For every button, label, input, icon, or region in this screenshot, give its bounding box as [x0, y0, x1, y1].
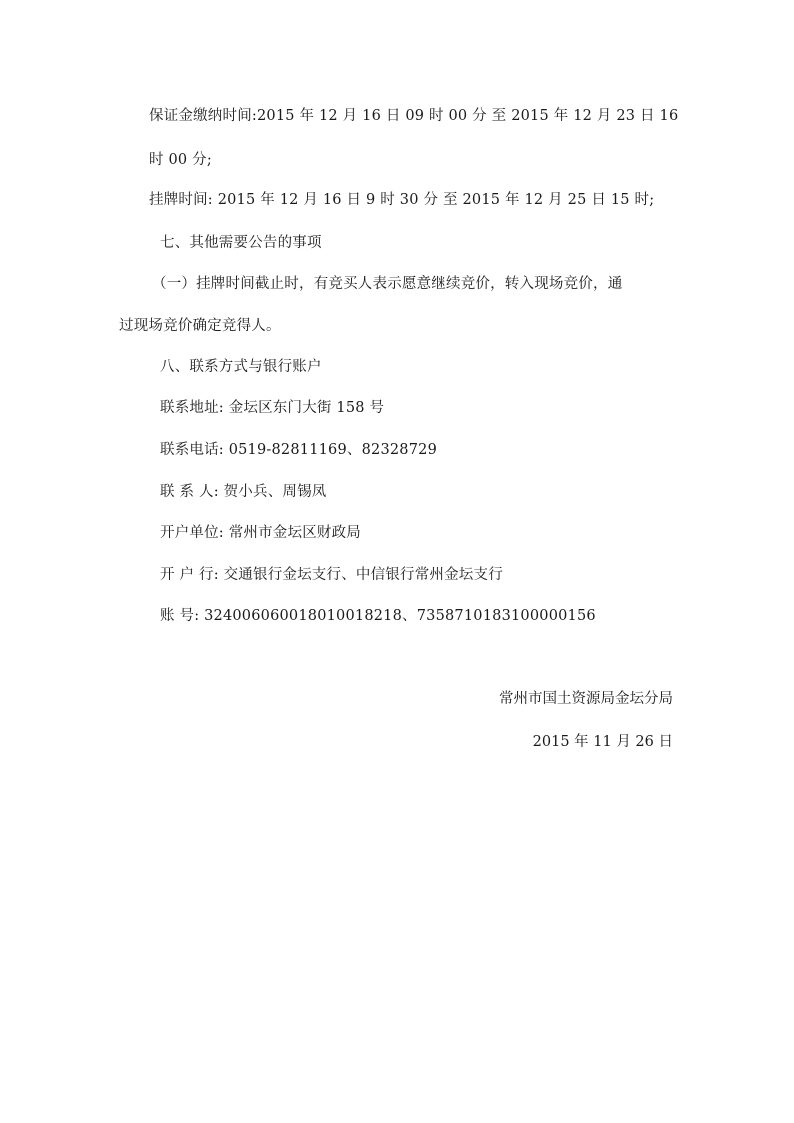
contact-phone-line: 联系电话: 0519-82811169、82328729 — [160, 442, 438, 458]
bank-line: 开 户 行: 交通银行金坛支行、中信银行常州金坛支行 — [160, 567, 503, 583]
auction-clause-line: （一）挂牌时间截止时，有竞买人表示愿意继续竞价，转入现场竞价，通 — [152, 276, 623, 292]
account-number-line: 账 号: 324006060018010018218、7358710183100000156 — [160, 608, 596, 624]
contact-person-line: 联 系 人: 贺小兵、周锡凤 — [160, 484, 327, 500]
issuer-signature: 常州市国土资源局金坛分局 — [499, 691, 673, 707]
account-holder-line: 开户单位: 常州市金坛区财政局 — [160, 525, 361, 541]
listing-time-line: 挂牌时间: 2015 年 12 月 16 日 9 时 30 分 至 2015 年 12 月 25 日 15 时; — [149, 192, 655, 208]
section-seven-heading: 七、其他需要公告的事项 — [160, 235, 322, 251]
deposit-time-line-cont: 时 00 分; — [149, 152, 212, 168]
deposit-time-line: 保证金缴纳时间:2015 年 12 月 16 日 09 时 00 分 至 2015 年 12 月 23 日 16 — [149, 108, 679, 124]
auction-clause-line-cont: 过现场竞价确定竞得人。 — [119, 318, 281, 334]
section-eight-heading: 八、联系方式与银行账户 — [160, 359, 322, 375]
contact-address-line: 联系地址: 金坛区东门大街 158 号 — [160, 400, 385, 416]
issue-date: 2015 年 11 月 26 日 — [532, 734, 673, 750]
